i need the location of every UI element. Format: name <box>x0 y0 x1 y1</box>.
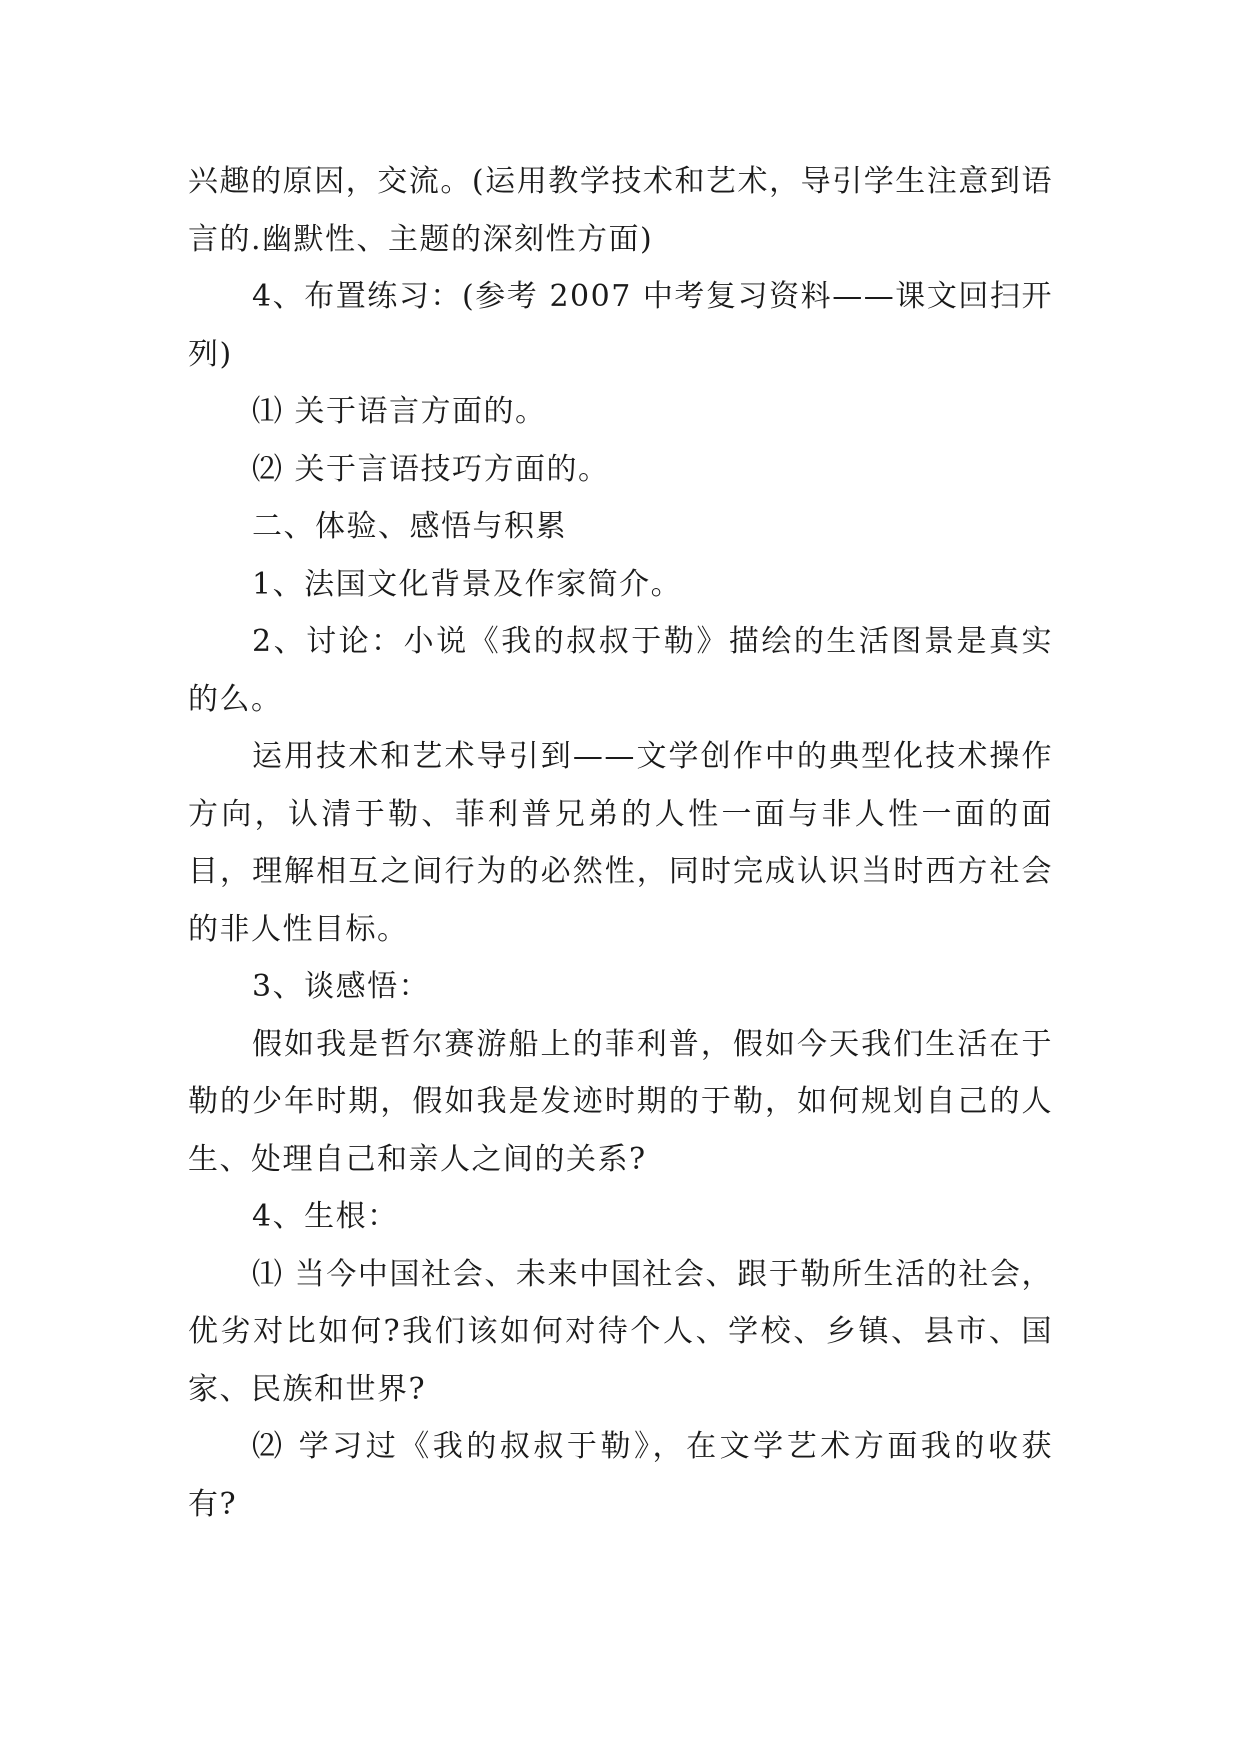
paragraph-item-language: ⑴ 关于语言方面的。 <box>252 394 547 429</box>
paragraph-item-speech-skills: ⑵ 关于言语技巧方面的。 <box>252 451 610 487</box>
paragraph-rooting-item-1: ⑴ 当今中国社会、未来中国社会、跟于勒所生活的社会，优劣对比如何?我们该如何对待个人、学校、乡镇、县市、国家、民族和世界? <box>188 1256 1053 1407</box>
paragraph-reflection: 假如我是哲尔赛游船上的菲利普，假如今天我们生活在于勒的少年时期，假如我是发迹时期的于勒，如何规划自己的人生、处理自己和亲人之间的关系? <box>188 1026 1053 1177</box>
document-body <box>188 153 1053 1533</box>
paragraph-reflection-heading: 3、谈感悟： <box>252 969 431 1004</box>
paragraph-rooting-heading: 4、生根： <box>252 1199 399 1234</box>
paragraph-continuation: 兴趣的原因，交流。(运用教学技术和艺术，导引学生注意到语言的.幽默性、主题的深刻性方面) <box>188 164 1053 257</box>
paragraph-guidance: 运用技术和艺术导引到——文学创作中的典型化技术操作方向，认清于勒、菲利普兄弟的人性一面与非人性一面的面目，理解相互之间行为的必然性，同时完成认识当时西方社会的非人性目标。 <box>188 739 1053 947</box>
section-heading-experience: 二、体验、感悟与积累 <box>252 509 567 544</box>
paragraph-background: 1、法国文化背景及作家简介。 <box>252 566 683 602</box>
paragraph-assign-practice: 4、布置练习：(参考 2007 中考复习资料——课文回扫开列) <box>188 279 1053 372</box>
paragraph-rooting-item-2: ⑵ 学习过《我的叔叔于勒》，在文学艺术方面我的收获有? <box>188 1429 1053 1522</box>
paragraph-discussion: 2、讨论：小说《我的叔叔于勒》描绘的生活图景是真实的么。 <box>188 624 1053 717</box>
